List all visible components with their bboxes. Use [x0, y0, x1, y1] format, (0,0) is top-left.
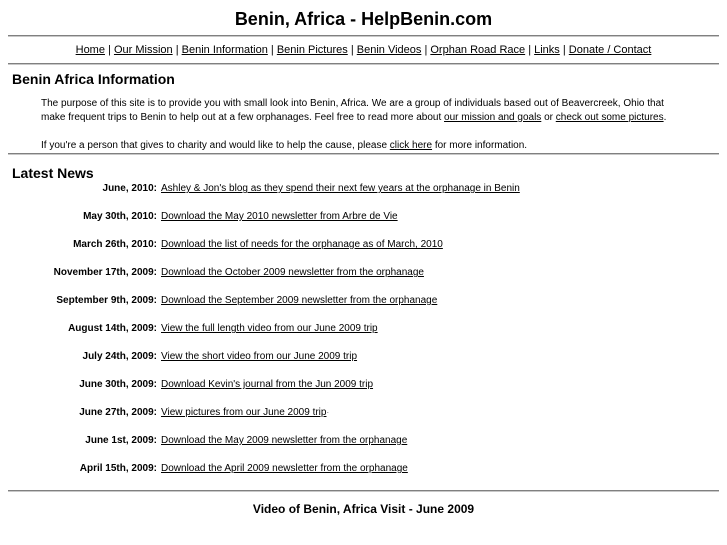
nav-benin-pictures-link[interactable]: Benin Pictures — [276, 44, 348, 56]
click-here-link[interactable]: click here — [389, 140, 433, 151]
news-link[interactable]: Download the May 2010 newsletter from Arbre de Vie — [161, 211, 398, 222]
news-date: August 14th, 2009: — [68, 323, 157, 334]
news-link[interactable]: View the short video from our June 2009 trip — [161, 351, 358, 362]
nav-separator: | — [528, 44, 532, 56]
news-item — [0, 462, 727, 490]
news-date: June 27th, 2009: — [79, 407, 157, 418]
nav-donate-contact-link[interactable]: Donate / Contact — [568, 44, 652, 56]
nav-links-link[interactable]: Links — [534, 44, 560, 56]
video-section-title: Video of Benin, Africa Visit - June 2009 — [252, 502, 475, 516]
news-item — [0, 294, 727, 322]
info-text: . — [663, 112, 667, 123]
nav-home-link[interactable]: Home — [75, 44, 105, 56]
info-paragraph-charity — [41, 125, 671, 153]
news-date: June 1st, 2009: — [85, 435, 157, 446]
news-date: April 15th, 2009: — [79, 463, 157, 474]
news-list — [0, 182, 727, 490]
news-link[interactable]: Download the April 2009 newsletter from the orphanage — [161, 463, 408, 474]
info-paragraph-purpose — [41, 89, 671, 125]
trailing-mark: · — [326, 408, 330, 417]
info-text: or — [541, 112, 556, 123]
nav-orphan-road-race-link[interactable]: Orphan Road Race — [430, 44, 526, 56]
news-heading: Latest News — [12, 165, 94, 181]
news-date: September 9th, 2009: — [56, 295, 157, 306]
news-link[interactable]: Download the October 2009 newsletter from the orphanage — [161, 267, 424, 278]
info-text: If you're a person that gives to charity and would like to help the cause, please — [41, 140, 390, 151]
news-item — [0, 350, 727, 378]
nav-benin-information-link[interactable]: Benin Information — [181, 44, 268, 56]
news-date: June, 2010: — [102, 183, 157, 194]
news-item — [0, 406, 727, 434]
news-date: May 30th, 2010: — [83, 211, 157, 222]
news-item — [0, 322, 727, 350]
news-item — [0, 238, 727, 266]
nav-benin-videos-link[interactable]: Benin Videos — [356, 44, 422, 56]
main-navigation — [0, 37, 727, 63]
nav-our-mission-link[interactable]: Our Mission — [113, 44, 173, 56]
news-link[interactable]: View the full length video from our June 2009 trip — [161, 323, 378, 334]
news-date: March 26th, 2010: — [73, 239, 157, 250]
news-link[interactable]: Download the September 2009 newsletter from the orphanage — [161, 295, 438, 306]
nav-separator: | — [108, 44, 111, 56]
info-text: for more information. — [432, 140, 528, 151]
news-link[interactable]: Download the May 2009 newsletter from the orphanage — [161, 435, 408, 446]
news-item — [0, 266, 727, 294]
news-item — [0, 182, 727, 210]
news-item — [0, 210, 727, 238]
news-item — [0, 434, 727, 462]
nav-separator: | — [270, 44, 274, 56]
site-title: Benin, Africa - HelpBenin.com — [234, 9, 493, 29]
news-date: July 24th, 2009: — [82, 351, 157, 362]
check-out-pictures-link[interactable]: check out some pictures — [555, 112, 664, 123]
news-link[interactable]: Ashley & Jon's blog as they spend their next few years at the orphanage in Benin — [161, 183, 520, 194]
news-link[interactable]: View pictures from our June 2009 trip — [161, 407, 327, 418]
news-link[interactable]: Download Kevin's journal from the Jun 2009 trip — [161, 379, 374, 390]
nav-separator: | — [562, 44, 566, 56]
news-link[interactable]: Download the list of needs for the orphanage as of March, 2010 — [161, 239, 443, 250]
nav-separator: | — [350, 44, 354, 56]
info-text: The purpose of this site is to provide you with small look into Benin, Africa. We are a group of individuals based out of Beavercreek, Ohio that make frequent trips to Benin to help out at a few orphanages. Feel free to read more about — [41, 98, 664, 123]
our-mission-goals-link[interactable]: our mission and goals — [444, 112, 542, 123]
news-date: June 30th, 2009: — [79, 379, 157, 390]
nav-separator: | — [424, 44, 428, 56]
info-heading: Benin Africa Information — [12, 71, 175, 87]
nav-separator: | — [175, 44, 179, 56]
news-item — [0, 378, 727, 406]
news-date: November 17th, 2009: — [53, 267, 157, 278]
